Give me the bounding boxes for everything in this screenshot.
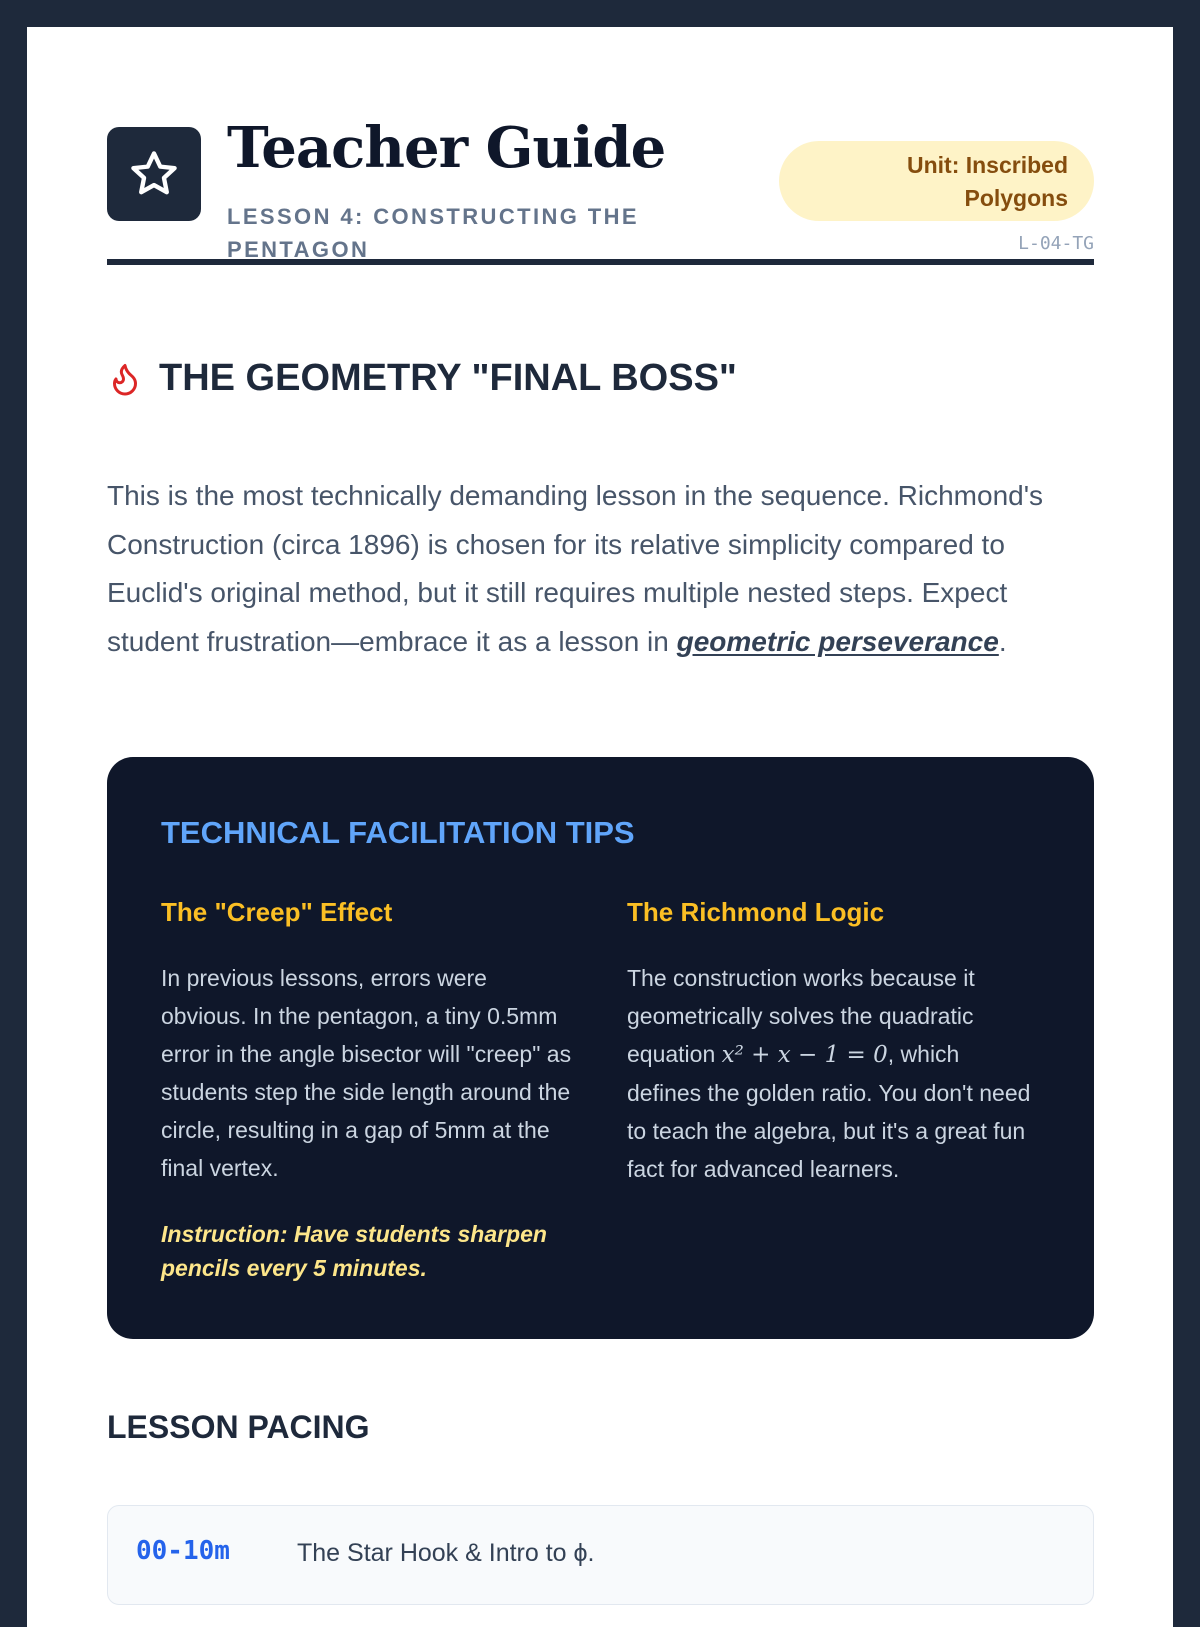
- pacing-time: 00-10m: [136, 1536, 230, 1566]
- quadratic-equation: x² + x − 1 = 0: [721, 1042, 888, 1068]
- lesson-pacing-heading: LESSON PACING: [107, 1409, 370, 1445]
- pacing-description: The Star Hook & Intro to ϕ.: [297, 1539, 595, 1567]
- richmond-text-end: , which defines the golden ratio. You don't need to teach the algebra, but it's a great fun fact for advanced learners.: [627, 1041, 1031, 1182]
- facilitation-tips-panel: [107, 757, 1094, 1339]
- lesson-subtitle: LESSON 4: CONSTRUCTING THE PENTAGON: [227, 204, 639, 262]
- guide-header: [107, 111, 1094, 265]
- creep-effect-body: In previous lessons, errors were obvious. In the pentagon, a tiny 0.5mm error in the angle bisector will "creep" as students step the side length around the circle, resulting in a gap of 5mm at the final vertex.: [161, 965, 572, 1181]
- creep-effect-column: [161, 895, 573, 1285]
- richmond-logic-heading: The Richmond Logic: [627, 897, 885, 927]
- richmond-text: The construction works because it geometrically solves the quadratic equation: [627, 965, 975, 1067]
- intro-paragraph: [107, 472, 1097, 666]
- flame-icon: [107, 359, 143, 399]
- richmond-logic-body: [627, 959, 1039, 1188]
- unit-badge: Unit: Inscribed Polygons: [779, 141, 1094, 221]
- final-boss-heading: [107, 357, 737, 400]
- teacher-guide-page: [27, 27, 1173, 1627]
- pacing-row: [107, 1505, 1094, 1605]
- emphasis-text: geometric perseverance: [676, 625, 999, 657]
- page-title: Teacher Guide: [227, 115, 666, 181]
- star-icon: [128, 148, 180, 200]
- logo-badge: [107, 127, 201, 221]
- richmond-logic-column: [627, 895, 1039, 1188]
- section-heading: THE GEOMETRY "FINAL BOSS": [159, 357, 737, 399]
- creep-effect-heading: The "Creep" Effect: [161, 897, 393, 927]
- creep-instruction: Instruction: Have students sharpen pencils every 5 minutes.: [161, 1221, 547, 1281]
- document-code: L-04-TG: [1018, 233, 1094, 254]
- intro-text-end: .: [998, 625, 1007, 657]
- intro-text: This is the most technically demanding lesson in the sequence. Richmond's Construction (circa 1896) is chosen for its relative simplicity compared to Euclid's original method, but it still requires multiple nested steps. Expect student frustration—embrace it as a lesson in: [107, 480, 1044, 657]
- tips-title: TECHNICAL FACILITATION TIPS: [161, 815, 635, 850]
